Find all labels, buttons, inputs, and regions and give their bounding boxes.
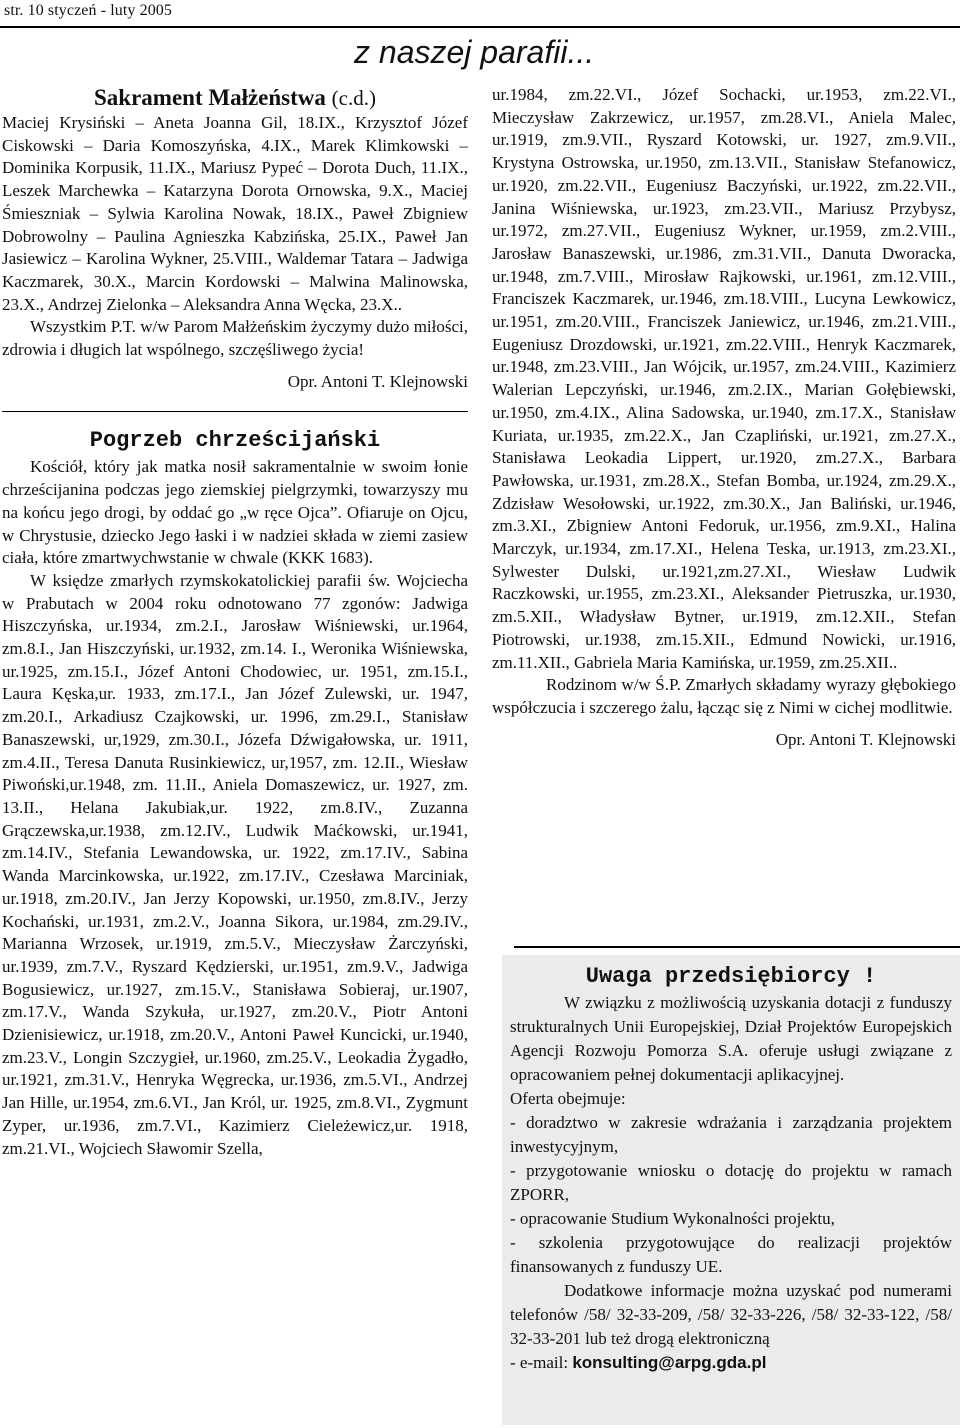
marriage-wishes: Wszystkim P.T. w/w Parom Małżeńskim życzymy dużo miłości, zdrowia i długich lat wspólnego, szczęśliwego życia!: [2, 317, 468, 360]
notice-item: - przygotowanie wniosku o dotację do projektu w ramach ZPORR,: [510, 1161, 952, 1204]
funeral-list-part1: W księdze zmarłych rzymskokatolickiej parafii św. Wojciecha w Prabutach w 2004 roku odnotowano 77 zgonów: Jadwiga Hiszczyńska, ur.1934, zm.2.I., Jarosław Wiśniewski, ur.1964, zm.8.I., Jan Hiszczyński, ur.1932, zm.14. I., Weronika Wiśniewska, ur.1925, zm.15.I., Józef Antoni Chodowiec, ur. 1951, zm.15.I., Laura Kęska,ur. 1933, zm.17.I., Jan Józef Zulewski, ur. 1947, zm.20.I., Arkadiusz Czajkowski, ur. 1996, zm.29.I., Stanisław Banaszewski, ur,1929, zm.30.I., Józefa Dźwigałowska, ur. 1911, zm.4.II., Teresa Danuta Rusinkiewicz, ur,1957, zm. 12.II., Wiesław Piwoński,ur.1948, zm. 11.II., Aniela Domaszewicz, ur. 1927, zm. 13.II., Helana Jakubiak,ur. 1922, zm.8.IV., Zuzanna Grączewska,ur.1938, zm.12.IV., Ludwik Maćkowski, ur.1941, zm.14.IV., Stefania Lewandowska, ur. 1922, zm.17.IV., Sabina Wanda Marcinkowska, ur.1922, zm.17.IV., Czesława Marciniak, ur.1918, zm.20.IV., Jan Jerzy Kopowski, ur.1950, zm.8.IV., Jerzy Kochański, ur.1931, zm.2.V., Joanna Sikora, ur.1984, zm.29.IV., Marianna Wrzosek, ur.1919, zm.5.V., Mieczysław Żarczyński, ur.1939, zm.7.V., Ryszard Kędzierski, ur.1951, zm.9.V., Jadwiga Bogusiewicz, ur.1927, zm.15.V., Stanisława Sobieraj, ur.1907, zm.17.V., Wanda Szykuła, ur.1927, zm.20.V., Piotr Antoni Dzienisiewicz, ur.1918, zm.20.V., Antoni Paweł Kuncicki, ur.1940, zm.23.V., Longin Szczygieł, ur.1960, zm.25.V., Leokadia Żygadło, ur.1921, zm.31.V., Henryka Węgrecka, ur.1936, zm.5.VI., Andrzej Jan Hille, ur.1954, zm.6.VI., Jan Król, ur. 1925, zm.8.VI., Zygmunt Zyper, ur.1936, zm.7.VI., Kazimierz Cieleżewicz,ur. 1918, zm.21.VI., Wojciech Sławomir Szella,: [2, 570, 468, 1158]
funeral-signature: Opr. Antoni T. Klejnowski: [775, 729, 956, 749]
notice-item: - doradztwo w zakresie wdrażania i zarządzania projektem inwestycyjnym,: [510, 1113, 952, 1156]
section-title: z naszej parafii...: [354, 34, 595, 70]
right-column: [492, 84, 956, 751]
left-column: [2, 84, 468, 1160]
notice-item: - opracowanie Studium Wykonalności projektu,: [510, 1209, 835, 1228]
notice-divider: [514, 946, 960, 948]
funeral-intro: Kościół, który jak matka nosił sakramentalnie w swoim łonie chrześcijanina podczas jego ziemskiej pielgrzymki, towarzyszy mu na końcu jego drogi, by oddać go „w ręce Ojca”. Ofiaruje on Ojcu, w Chrystusie, dziecko Jego łaski i w nadziei składa w ziemi zasiew ciała, które zmartwychwstanie w chwale (KKK 1683).: [2, 457, 468, 568]
email-link[interactable]: konsulting@arpg.gda.pl: [572, 1353, 767, 1372]
marriage-title: Sakrament Małżeństwa: [94, 85, 326, 110]
notice-item: - szkolenia przygotowujące do realizacji projektów finansowanych z funduszy UE.: [510, 1233, 952, 1276]
notice-email-line: [510, 1351, 952, 1375]
notice-title: Uwaga przedsiębiorcy !: [585, 964, 877, 989]
notice-intro: W związku z możliwością uzyskania dotacji z funduszy strukturalnych Unii Europejskiej, Dział Projektów Europejskich Agencji Rozwoju Pomorza S.A. oferuje usługi związane z opracowaniem pełnej dokumentacji aplikacyjnej.: [510, 993, 952, 1084]
section-divider: [2, 411, 468, 412]
marriage-signature: Opr. Antoni T. Klejnowski: [287, 371, 468, 391]
funeral-heading: Pogrzeb chrześcijański: [89, 428, 381, 454]
funeral-list-part2: ur.1984, zm.22.VI., Józef Sochacki, ur.1953, zm.22.VI., Mieczysław Zakrzewicz, ur.1957, zm.28.VI., Aniela Malec, ur.1919, zm.9.VII., Ryszard Kotowski, ur. 1927, zm.9.VII., Krystyna Ostrowska, ur.1950, zm.13.VII., Stanisław Stefanowicz, ur.1920, zm.22.VII., Eugeniusz Baczyński, ur.1922, zm.22.VII., Janina Wiśniewska, ur.1923, zm.23.VII., Mariusz Przybysz, ur.1972, zm.27.VII., Eugeniusz Wykner, ur.1959, zm.2.VIII., Jarosław Banaszewski, ur.1986, zm.31.VII., Danuta Dworacka, ur.1948, zm.7.VIII., Mirosław Rajkowski, ur.1961, zm.12.VIII., Franciszek Kaczmarek, ur.1946, zm.18.VIII., Lucyna Lewkowicz, ur.1951, zm.20.VIII., Franciszek Janiewicz, ur.1946, zm.21.VIII., Eugeniusz Drozdowski, ur.1921, zm.22.VIII., Henryk Kaczmarek, ur.1948, zm.23.VIII., Jan Wójcik, ur.1957, zm.24.VIII., Kazimierz Walerian Lepczyński, ur.1946, zm.2.IX., Marian Gołębiewski, ur.1950, zm.4.IX., Alina Sadowska, ur.1940, zm.17.X., Stanisław Kuriata, ur.1935, zm.22.X., Jan Czapliński, ur.1921, zm.27.X., Stanisława Leokadia Lippert, ur.1920, zm.27.X., Barbara Pawłowska, ur.1931, zm.28.X., Stefan Bomba, ur.1924, zm.29.X., Zdzisław Wesołowski, ur.1922, zm.30.X., Jan Baliński, ur.1946, zm.3.XI., Zbigniew Antoni Fedoruk, ur.1956, zm.9.XI., Halina Marczyk, ur.1934, zm.17.XI., Helena Teska, ur.1913, zm.23.XI., Sylwester Dulski, ur.1921,zm.27.XI., Wiesław Ludwik Raczkowski, ur.1955, zm.23.XI., Aleksander Pietruszka, ur.1930, zm.5.XII., Władysław Bytner, ur.1919, zm.12.XII., Stefan Piotrowski, ur.1938, zm.15.XII., Edmund Nowicki, ur.1916, zm.11.XII., Gabriela Maria Kamińska, ur.1959, zm.25.XII..: [492, 85, 956, 672]
marriage-heading: [2, 84, 468, 112]
notice-offer-label: Oferta obejmuje:: [510, 1089, 626, 1108]
notice-box: [502, 955, 960, 1425]
funeral-condolence: Rodzinom w/w Ś.P. Zmarłych składamy wyrazy głębokiego współczucia i szczerego żalu, łącząc się z Nimi w cichej modlitwie.: [492, 675, 956, 717]
notice-contact: Dodatkowe informacje można uzyskać pod numerami telefonów /58/ 32-33-209, /58/ 32-33-226, /58/ 32-33-122, /58/ 32-33-201 lub też drogą elektroniczną: [510, 1281, 952, 1348]
header-rule: [0, 26, 960, 28]
email-label: - e-mail:: [510, 1353, 569, 1372]
marriage-list: Maciej Krysiński – Aneta Joanna Gil, 18.IX., Krzysztof Józef Ciskowski – Daria Komoszyńska, 4.IX., Marek Klimkowski – Dominika Korpusik, 11.IX., Mariusz Pypeć – Dorota Duch, 11.IX., Leszek Marchewka – Katarzyna Dorota Ornowska, 9.X., Maciej Śmieszniak – Sylwia Karolina Nowak, 18.IX., Paweł Zbigniew Dobrowolny – Paulina Agnieszka Kabzińska, 25.IX., Paweł Jan Jasiewicz – Karolina Wykner, 25.VIII., Waldemar Tatara – Jadwiga Kaczmarek, 30.X., Marcin Kordowski – Malwina Malinowska, 23.X., Andrzej Zielonka – Aleksandra Anna Węcka, 23.X..: [2, 113, 468, 314]
issue-info: str. 10 styczeń - luty 2005: [4, 2, 173, 19]
marriage-title-suffix: (c.d.): [331, 86, 376, 110]
